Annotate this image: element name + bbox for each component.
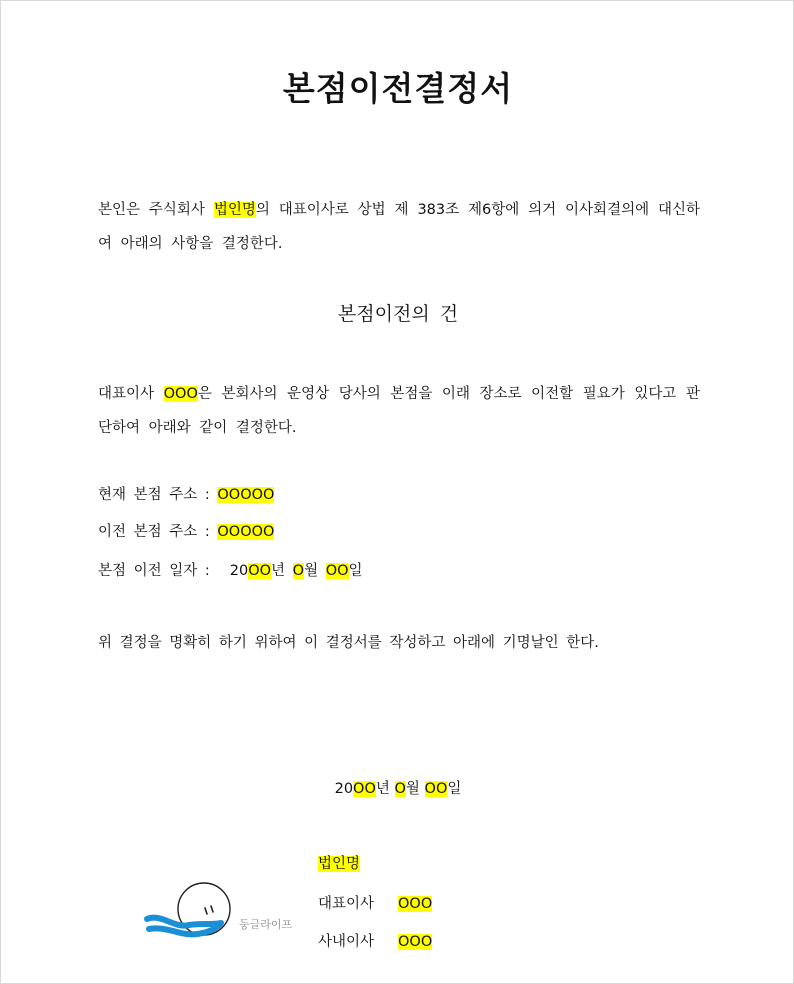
move-date-line bbox=[98, 559, 363, 583]
reason-text-1: 대표이사 bbox=[98, 386, 164, 402]
inhouse-director-name: OOO bbox=[398, 934, 433, 950]
new-address-line bbox=[98, 520, 274, 544]
intro-text-1: 본인은 주식회사 bbox=[98, 202, 214, 218]
sign-date-year-prefix: 20 bbox=[334, 781, 354, 797]
reason-paragraph bbox=[98, 377, 700, 445]
move-date-year: OO bbox=[248, 563, 272, 579]
move-date-label: 본점 이전 일자 : bbox=[98, 563, 210, 579]
representative-role: 대표이사 bbox=[318, 896, 375, 912]
new-address-label: 이전 본점 주소 : bbox=[98, 524, 218, 540]
logo-text: 둥글라이프 bbox=[239, 918, 293, 931]
current-address-line bbox=[98, 483, 274, 507]
move-date-month-suffix: 월 bbox=[304, 563, 326, 579]
agenda-title: 본점이전의 건 bbox=[337, 303, 459, 325]
current-address-value: OOOOO bbox=[217, 487, 275, 503]
intro-paragraph bbox=[98, 193, 700, 261]
move-date-year-prefix: 20 bbox=[229, 563, 249, 579]
inhouse-director-role: 사내이사 bbox=[318, 934, 375, 950]
company-name-placeholder: 법인명 bbox=[213, 202, 256, 218]
closing-statement: 위 결정을 명확히 하기 위하여 이 결정서를 작성하고 아래에 기명날인 한다. bbox=[98, 635, 599, 651]
sign-date-day: OO bbox=[424, 781, 448, 797]
signature-company-name: 법인명 bbox=[318, 856, 361, 872]
move-date-month: O bbox=[292, 563, 305, 579]
signature-company bbox=[318, 852, 360, 876]
sign-date-line bbox=[1, 777, 794, 801]
move-date-year-suffix: 년 bbox=[271, 563, 293, 579]
document-title: 본점이전결정서 bbox=[282, 69, 514, 108]
reason-text-2: 은 본회사의 운영상 당사의 본점을 이래 장소로 이전할 필요가 있다고 판단하여 아래와 같이 결정한다. bbox=[98, 386, 700, 436]
sign-date-year-suffix: 년 bbox=[375, 781, 395, 797]
sign-date-day-suffix: 일 bbox=[447, 781, 462, 797]
new-address-value: OOOOO bbox=[217, 524, 275, 540]
move-date-day: OO bbox=[325, 563, 349, 579]
representative-name: OOO bbox=[398, 896, 433, 912]
representative-name-placeholder: OOO bbox=[163, 386, 198, 402]
signature-inhouse-director bbox=[318, 930, 432, 954]
current-address-label: 현재 본점 주소 : bbox=[98, 487, 218, 503]
sign-date-month-suffix: 월 bbox=[405, 781, 425, 797]
intro-text-2: 의 대표이사로 상법 제 383조 제6항에 의거 이사회결의에 대신하여 아래의 사항을 결정한다. bbox=[98, 202, 700, 252]
signature-representative bbox=[318, 892, 432, 916]
sign-date-month: O bbox=[394, 781, 406, 797]
move-date-day-suffix: 일 bbox=[348, 563, 363, 579]
sign-date-year: OO bbox=[353, 781, 376, 797]
